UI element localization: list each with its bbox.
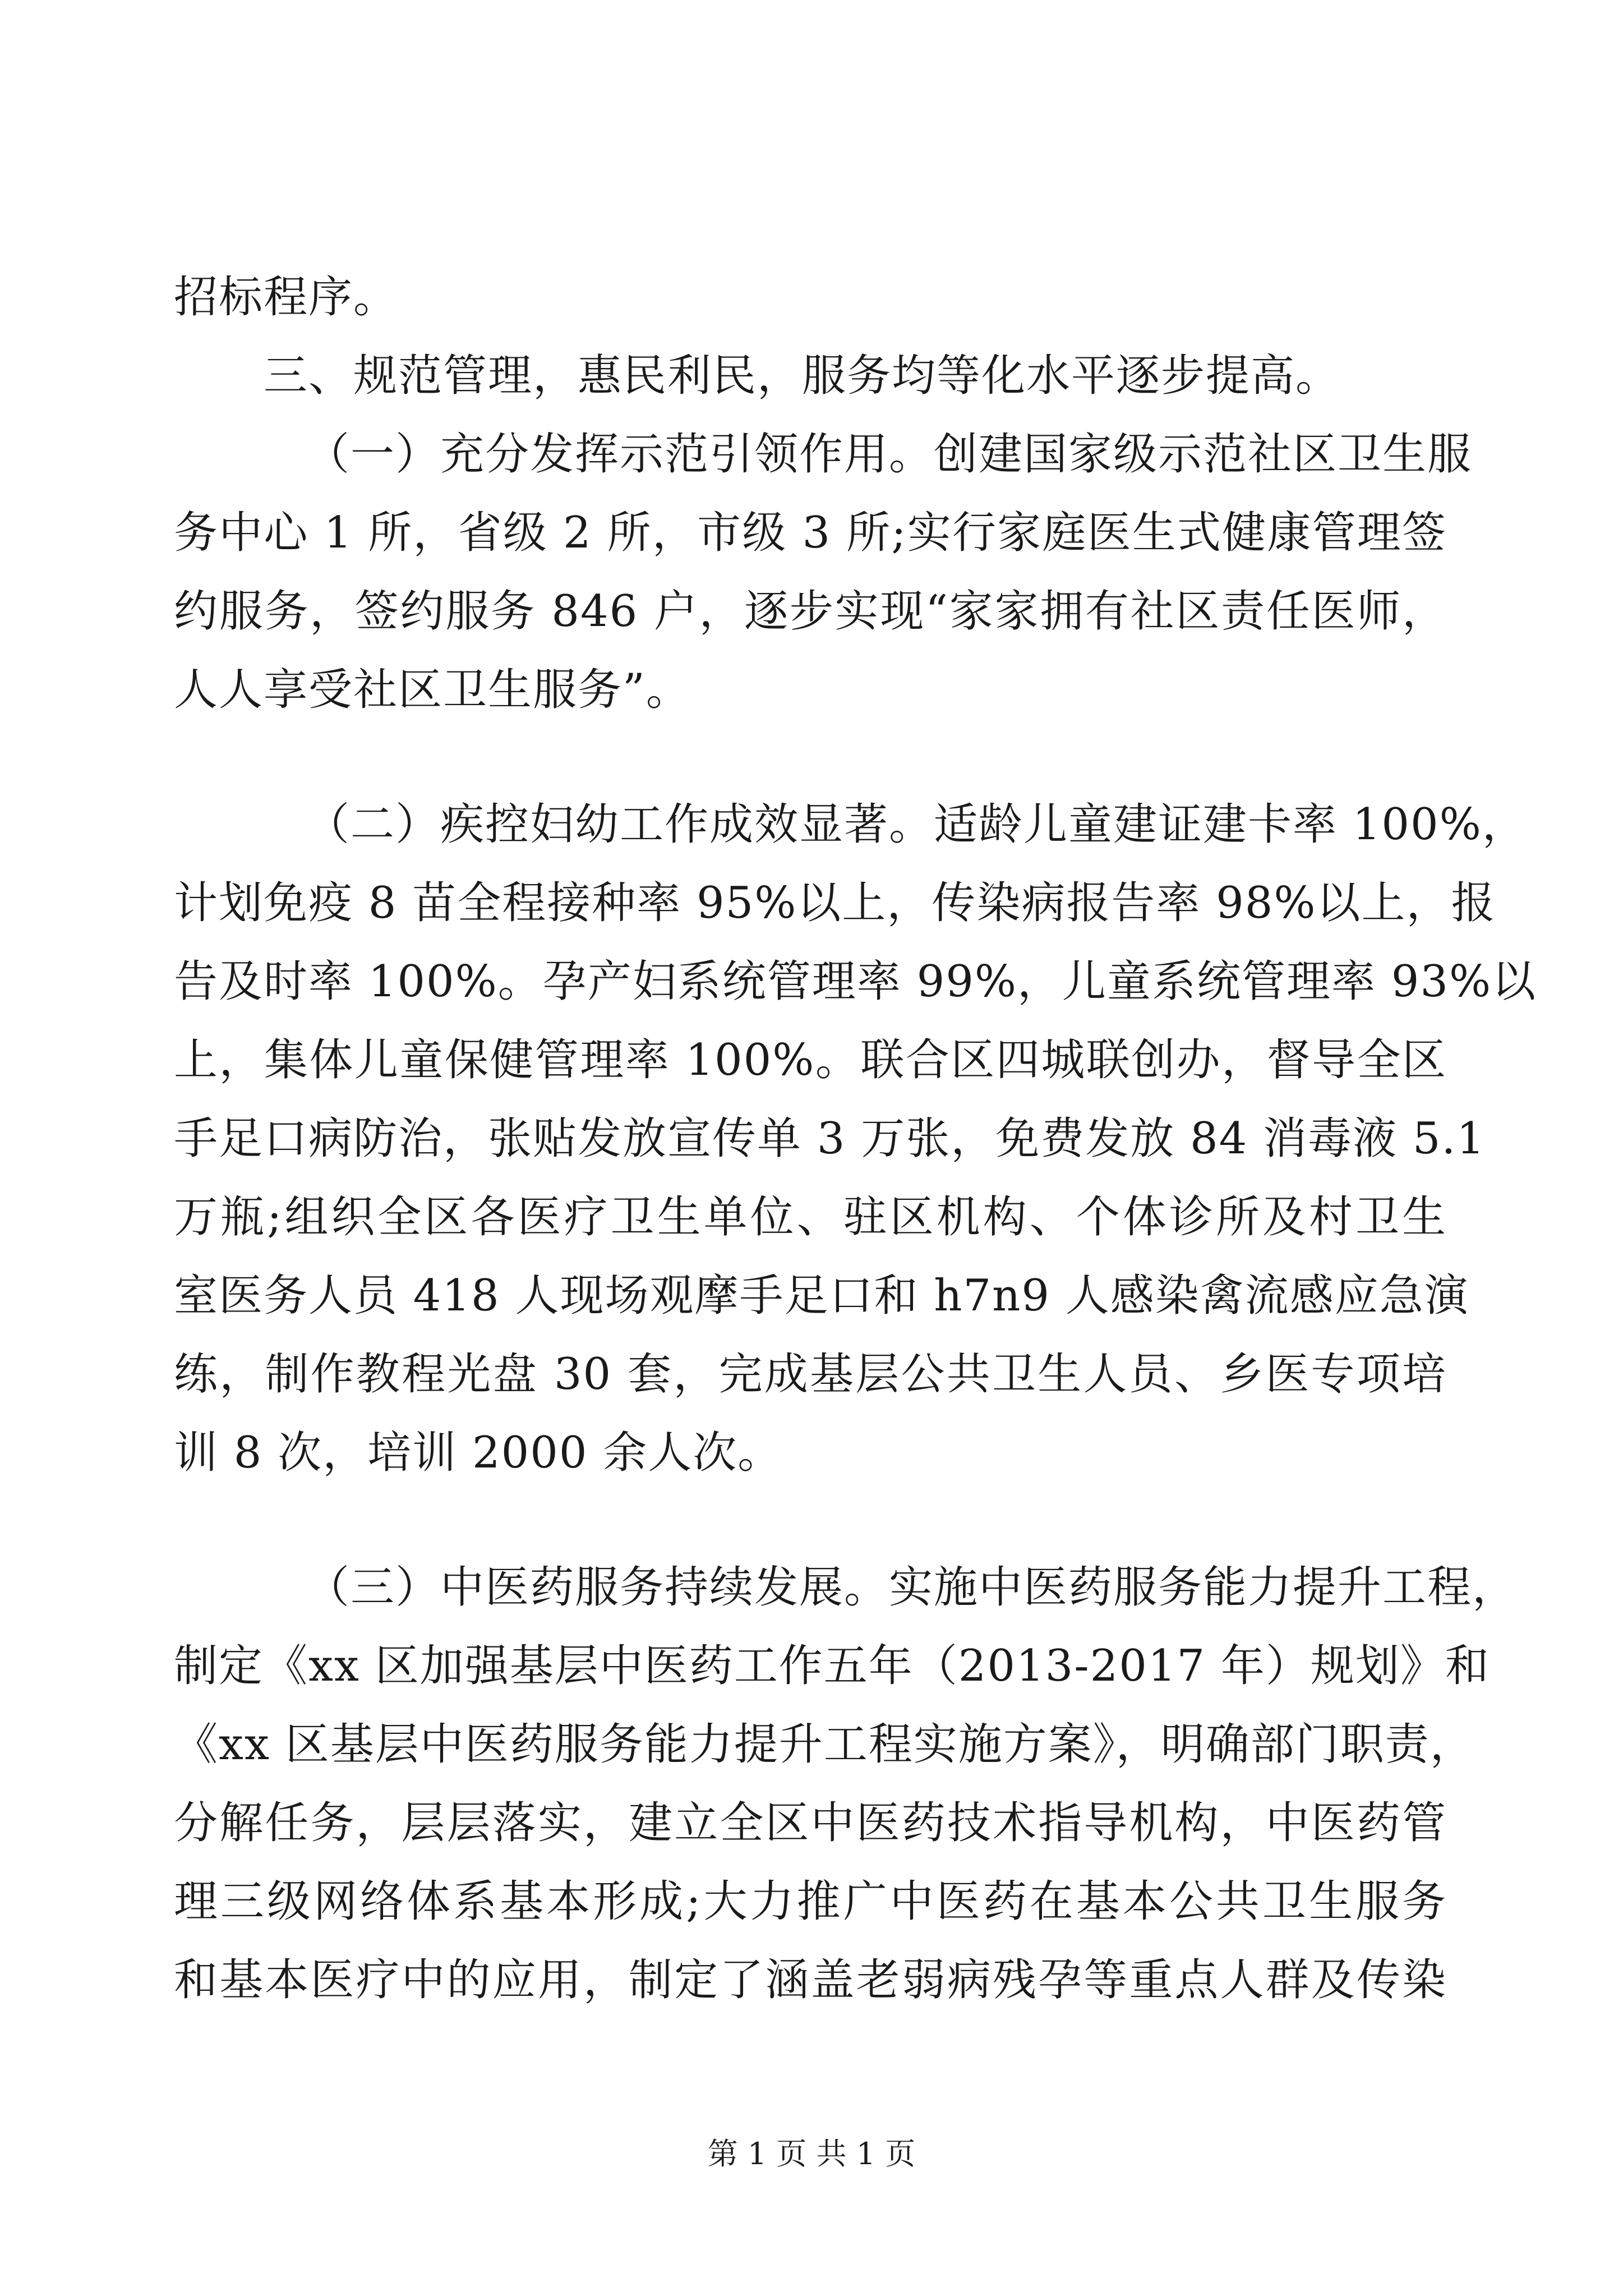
paragraph-2-line-2: [0, 864, 1623, 942]
text-content: 制定《xx 区加强基层中医药工作五年（2013-2017 年）规划》和: [174, 1641, 1490, 1691]
paragraph-1-line-4: [0, 651, 1623, 729]
text-content: 手足口病防治，张贴发放宣传单 3 万张，免费发放 84 消毒液 5.1: [174, 1114, 1486, 1164]
paragraph-3-line-2: [0, 1627, 1623, 1705]
text-content: 务中心 1 所，省级 2 所，市级 3 所;实行家庭医生式健康管理签: [174, 508, 1447, 558]
text-content: 招标程序。: [174, 272, 399, 323]
text-content: 计划免疫 8 苗全程接种率 95%以上，传染病报告率 98%以上，报: [174, 878, 1496, 928]
text-content: 训 8 次，培训 2000 余人次。: [174, 1428, 783, 1478]
paragraph-2-line-6: [0, 1178, 1623, 1257]
text-content: 分解任务，层层落实，建立全区中医药技术指导机构，中医药管: [174, 1798, 1447, 1848]
paragraph-1-line-3: [0, 572, 1623, 651]
paragraph-2-line-7: [0, 1257, 1623, 1335]
text-content: 人人享受社区卫生服务”。: [174, 665, 691, 715]
paragraph-2-line-5: [0, 1099, 1623, 1178]
paragraph-1-line-2: [0, 494, 1623, 572]
paragraph-3-line-4: [0, 1784, 1623, 1862]
text-content: （一）充分发挥示范引领作用。创建国家级示范社区卫生服: [306, 429, 1473, 480]
paragraph-1-line-1: [0, 415, 1623, 494]
text-content: 告及时率 100%。孕产妇系统管理率 99%，儿童系统管理率 93%以: [174, 956, 1537, 1007]
text-content: 万瓶;组织全区各医疗卫生单位、驻区机构、个体诊所及村卫生: [174, 1192, 1447, 1243]
text-content: 理三级网络体系基本形成;大力推广中医药在基本公共卫生服务: [174, 1876, 1447, 1927]
text-content: 室医务人员 418 人现场观摩手足口和 h7n9 人感染禽流感应急演: [174, 1271, 1469, 1321]
text-content: 和基本医疗中的应用，制定了涵盖老弱病残孕等重点人群及传染: [174, 1955, 1447, 2005]
paragraph-2-line-1: [0, 785, 1623, 864]
section-heading-3: [0, 337, 1623, 415]
text-content: 上，集体儿童保健管理率 100%。联合区四城联创办，督导全区: [174, 1035, 1447, 1085]
paragraph-2-line-4: [0, 1021, 1623, 1099]
text-content: 约服务，签约服务 846 户，逐步实现“家家拥有社区责任医师，: [174, 586, 1447, 637]
paragraph-2-line-8: [0, 1335, 1623, 1414]
page-footer: 第 1 页 共 1 页: [707, 2136, 916, 2171]
text-content: 三、规范管理，惠民利民，服务均等化水平逐步提高。: [264, 351, 1341, 401]
paragraph-2-line-9: [0, 1414, 1623, 1492]
text-content: （三）中医药服务持续发展。实施中医药服务能力提升工程，: [306, 1562, 1518, 1613]
text-content: 练，制作教程光盘 30 套，完成基层公共卫生人员、乡医专项培: [174, 1349, 1447, 1400]
paragraph-3-line-1: [0, 1548, 1623, 1627]
text-line-1: [0, 258, 1623, 337]
text-content: 《xx 区基层中医药服务能力提升工程实施方案》，明确部门职责，: [174, 1719, 1475, 1770]
text-content: （二）疾控妇幼工作成效显著。适龄儿童建证建卡率 100%，: [306, 799, 1527, 850]
paragraph-2-line-3: [0, 942, 1623, 1021]
paragraph-3-line-6: [0, 1941, 1623, 2019]
paragraph-3-line-3: [0, 1705, 1623, 1784]
paragraph-3-line-5: [0, 1862, 1623, 1941]
